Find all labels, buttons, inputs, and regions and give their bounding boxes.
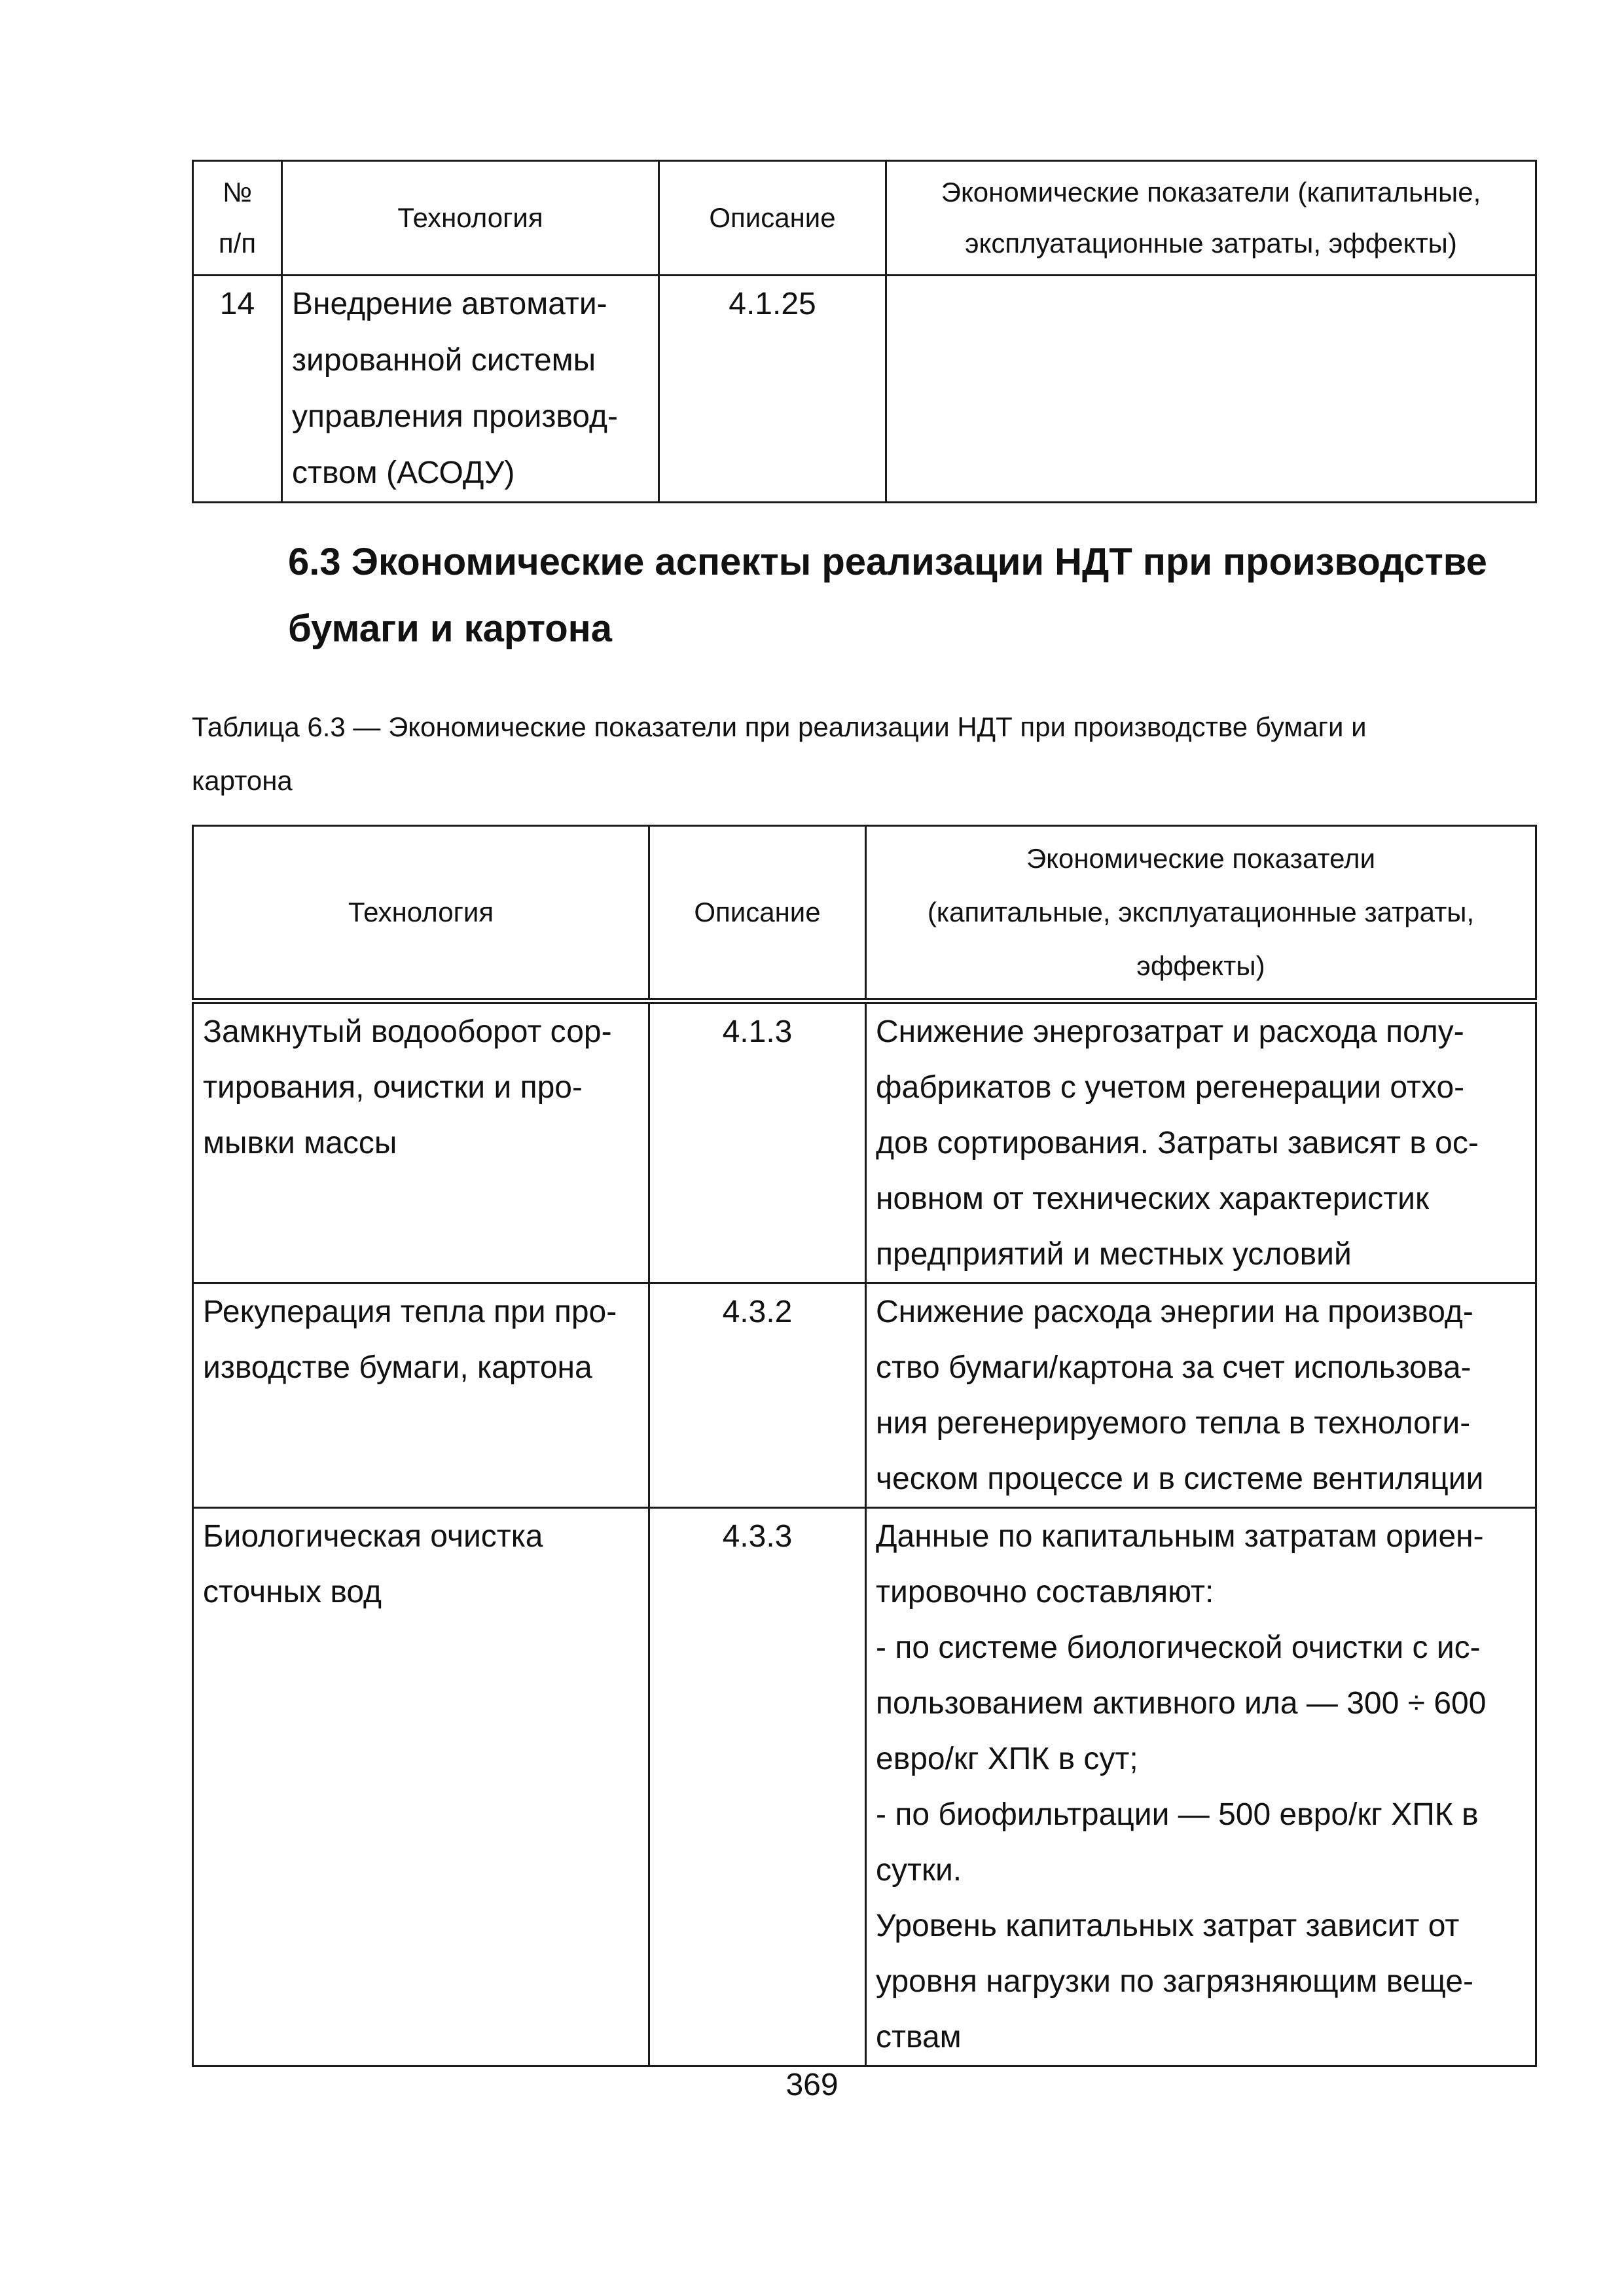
header-economics-line: эффекты) xyxy=(1136,950,1265,981)
cell-line: уровня нагрузки по загрязняющим веще- xyxy=(876,1964,1474,1999)
cell-description: 4.1.3 xyxy=(649,1001,866,1283)
cell-economics xyxy=(886,276,1536,503)
heading-line: бумаги и картона xyxy=(288,607,612,650)
cell-line: - по биофильтрации — 500 евро/кг ХПК в xyxy=(876,1797,1479,1832)
heading-line: 6.3 Экономические аспекты реализации НДТ при производстве xyxy=(288,541,1487,583)
caption-line: картона xyxy=(192,765,293,796)
header-description: Описание xyxy=(649,826,866,1001)
cell-line: пользованием активного ила — 300 ÷ 600 xyxy=(876,1686,1487,1721)
cell-line: ство бумаги/картона за счет использова- xyxy=(876,1350,1471,1385)
header-description: Описание xyxy=(659,161,886,276)
header-economics xyxy=(886,161,1536,276)
cell-line: Рекуперация тепла при про- xyxy=(203,1295,617,1329)
cell-economics xyxy=(866,1508,1536,2066)
cell-line: евро/кг ХПК в сут; xyxy=(876,1742,1138,1776)
header-num-line: п/п xyxy=(218,228,257,259)
cell-line: предприятий и местных условий xyxy=(876,1237,1352,1272)
continuation-table xyxy=(192,160,1537,503)
header-economics-line: Экономические показатели (капитальные, xyxy=(941,177,1481,207)
cell-technology xyxy=(193,1001,649,1283)
cell-num: 14 xyxy=(193,276,282,503)
table-row xyxy=(193,276,1536,503)
table-row xyxy=(193,1508,1536,2066)
cell-technology xyxy=(193,1283,649,1508)
header-economics-line: Экономические показатели xyxy=(1026,843,1376,874)
cell-technology xyxy=(282,276,659,503)
cell-line: сточных вод xyxy=(203,1575,382,1609)
cell-economics xyxy=(866,1001,1536,1283)
cell-line: Внедрение автомати- xyxy=(292,287,607,321)
cell-line: Уровень капитальных затрат зависит от xyxy=(876,1909,1460,1943)
header-economics xyxy=(866,826,1536,1001)
economics-table xyxy=(192,825,1537,2067)
cell-line: фабрикатов с учетом регенерации отхо- xyxy=(876,1070,1465,1105)
cell-line: Биологическая очистка xyxy=(203,1519,543,1554)
cell-line: Замкнутый водооборот сор- xyxy=(203,1014,612,1049)
cell-line: мывки массы xyxy=(203,1126,397,1160)
cell-line: зированной системы xyxy=(292,343,596,378)
header-num-line: № xyxy=(222,177,253,207)
cell-line: Снижение энергозатрат и расхода полу- xyxy=(876,1014,1464,1049)
cell-line: ческом процессе и в системе вентиляции xyxy=(876,1462,1484,1496)
header-technology: Технология xyxy=(282,161,659,276)
header-technology: Технология xyxy=(193,826,649,1001)
header-num xyxy=(193,161,282,276)
cell-line: изводстве бумаги, картона xyxy=(203,1350,592,1385)
cell-line: Снижение расхода энергии на производ- xyxy=(876,1295,1473,1329)
cell-description: 4.1.25 xyxy=(659,276,886,503)
cell-line: тирования, очистки и про- xyxy=(203,1070,583,1105)
cell-line: новном от технических характеристик xyxy=(876,1181,1429,1216)
section-heading xyxy=(288,529,1532,662)
cell-line: дов сортирования. Затраты зависят в ос- xyxy=(876,1126,1479,1160)
cell-line: ния регенерируемого тепла в технологи- xyxy=(876,1406,1471,1441)
header-economics-line: (капитальные, эксплуатационные затраты, xyxy=(927,897,1475,927)
cell-line: - по системе биологической очистки с ис- xyxy=(876,1630,1481,1665)
cell-description: 4.3.3 xyxy=(649,1508,866,2066)
table-caption xyxy=(192,700,1540,808)
cell-line: сутки. xyxy=(876,1853,962,1888)
table-row xyxy=(193,1283,1536,1508)
table-header-row xyxy=(193,161,1536,276)
table-row xyxy=(193,1001,1536,1283)
cell-line: ствам xyxy=(876,2020,962,2054)
cell-line: тировочно составляют: xyxy=(876,1575,1214,1609)
cell-line: Данные по капитальным затратам ориен- xyxy=(876,1519,1484,1554)
page-number: 369 xyxy=(785,2068,839,2102)
cell-economics xyxy=(866,1283,1536,1508)
cell-line: управления производ- xyxy=(292,399,618,434)
cell-technology xyxy=(193,1508,649,2066)
caption-line: Таблица 6.3 — Экономические показатели при реализации НДТ при производстве бумаги и xyxy=(192,711,1367,742)
header-economics-line: эксплуатационные затраты, эффекты) xyxy=(965,228,1457,259)
table-header-row xyxy=(193,826,1536,1001)
cell-description: 4.3.2 xyxy=(649,1283,866,1508)
cell-line: ством (АСОДУ) xyxy=(292,456,515,490)
